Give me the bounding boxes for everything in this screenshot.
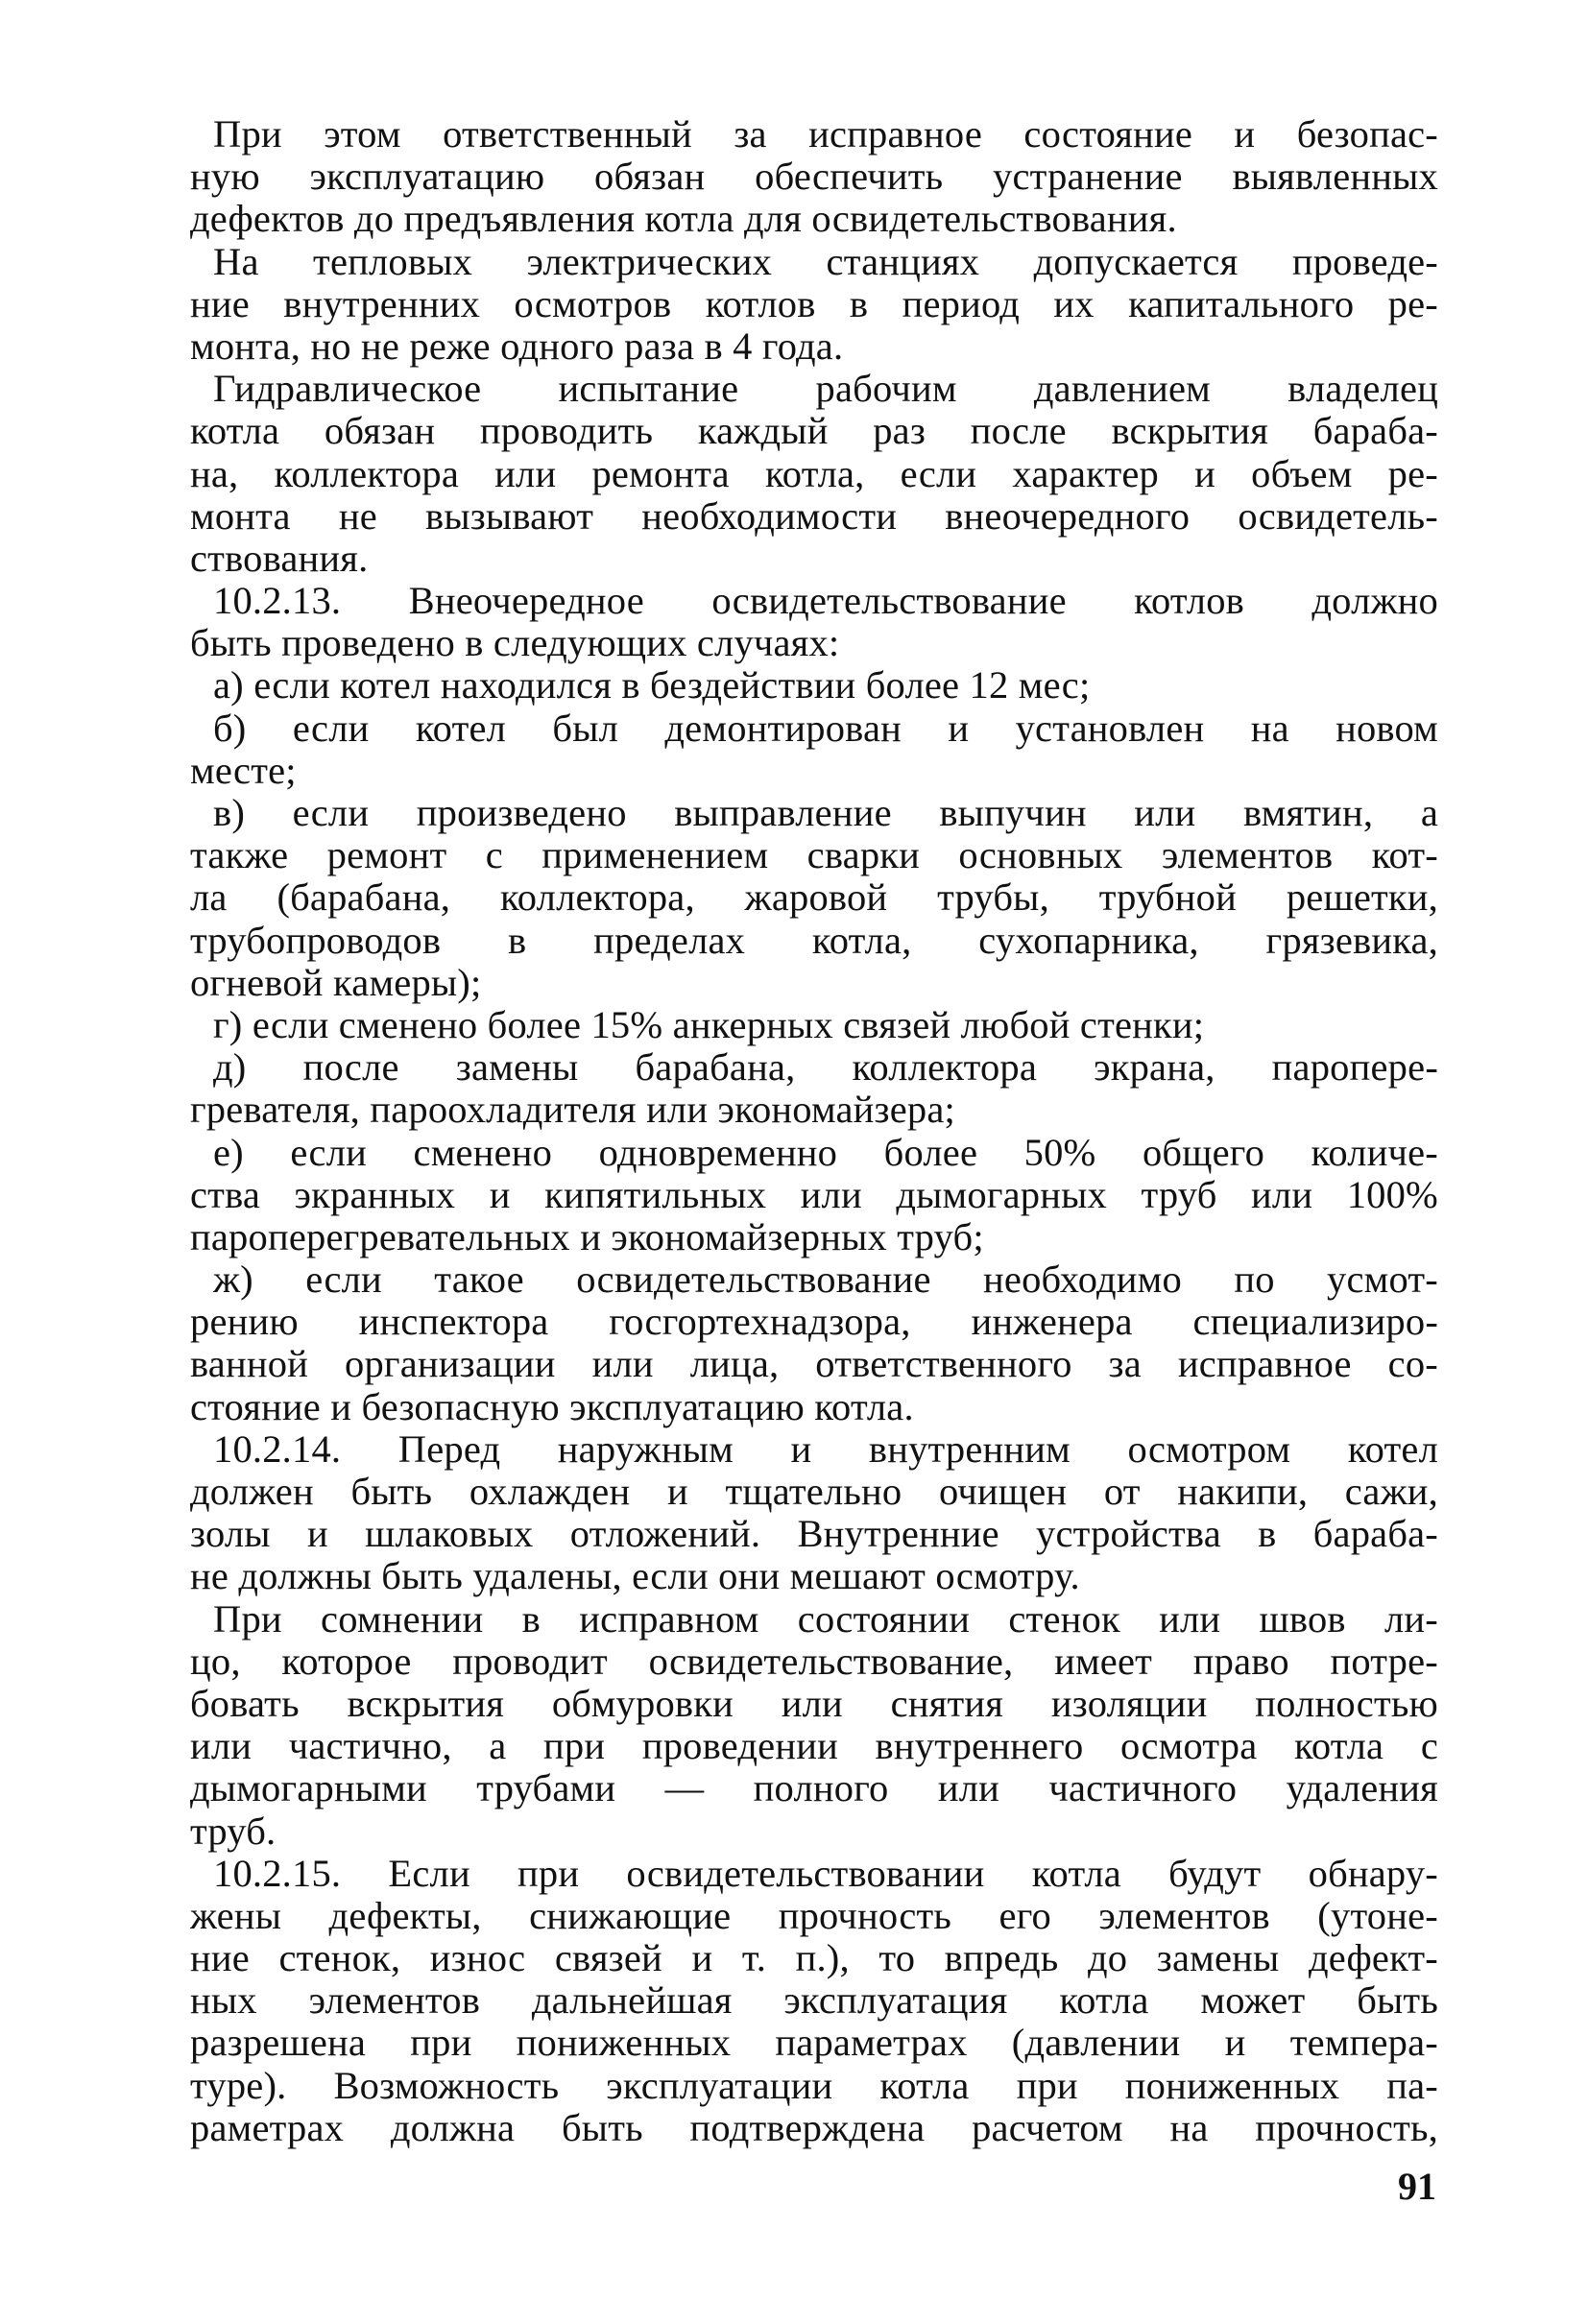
- text-line: туре). Возможность эксплуатации котла при пониженных па-: [190, 2064, 1438, 2107]
- text-line: Гидравлическое испытание рабочим давлением владелец: [213, 368, 1438, 411]
- text-line: При сомнении в исправном состоянии стенок или швов ли-: [213, 1597, 1438, 1641]
- text-line: дымогарными трубами — полного или частичного удаления: [190, 1767, 1438, 1810]
- text-line: золы и шлаковых отложений. Внутренние устройства в бараба-: [190, 1513, 1438, 1556]
- text-line: жены дефекты, снижающие прочность его элементов (утоне-: [190, 1894, 1438, 1937]
- text-line: разрешена при пониженных параметрах (давлении и темпера-: [190, 2022, 1438, 2065]
- text-line: При этом ответственный за исправное состояние и безопас-: [213, 113, 1438, 156]
- text-line: На тепловых электрических станциях допускается проведе-: [213, 240, 1438, 283]
- text-line: рению инспектора госгортехнадзора, инженера специализиро-: [190, 1301, 1438, 1344]
- text-line: б) если котел был демонтирован и установлен на новом: [213, 707, 1438, 750]
- text-line: а) если котел находился в бездействии более 12 мес;: [213, 664, 1091, 707]
- text-line: должен быть охлажден и тщательно очищен от накипи, сажи,: [190, 1471, 1438, 1513]
- text-line: 10.2.14. Перед наружным и внутренним осмотром котел: [213, 1427, 1438, 1471]
- text-line: также ремонт с применением сварки основных элементов кот-: [190, 834, 1438, 877]
- text-line: д) после замены барабана, коллектора экрана, паропере-: [213, 1046, 1438, 1090]
- text-line: ную эксплуатацию обязан обеспечить устранение выявленных: [190, 156, 1438, 199]
- text-line: е) если сменено одновременно более 50% общего количе-: [213, 1131, 1438, 1174]
- text-line: ствования.: [190, 537, 369, 580]
- text-line: монта не вызывают необходимости внеочередного освидетель-: [190, 494, 1438, 538]
- text-line: ных элементов дальнейшая эксплуатация котла может быть: [190, 1979, 1438, 2023]
- text-line: на, коллектора или ремонта котла, если характер и объем ре-: [190, 452, 1438, 495]
- text-line: котла обязан проводить каждый раз после вскрытия бараба-: [190, 410, 1438, 453]
- text-line: 10.2.13. Внеочередное освидетельствование котлов должно: [213, 580, 1438, 623]
- text-line: дефектов до предъявления котла для освидетельствования.: [190, 198, 1177, 241]
- text-line: быть проведено в следующих случаях:: [190, 622, 840, 665]
- text-line: цо, которое проводит освидетельствование, имеет право потре-: [190, 1640, 1438, 1683]
- text-line: монта, но не реже одного раза в 4 года.: [190, 324, 844, 368]
- page-number: 91: [1398, 2165, 1436, 2208]
- text-line: г) если сменено более 15% анкерных связей любой стенки;: [213, 1003, 1205, 1046]
- text-line: в) если произведено выправление выпучин или вмятин, а: [213, 792, 1438, 834]
- text-line: ние внутренних осмотров котлов в период их капитального ре-: [190, 282, 1438, 325]
- text-line: ла (барабана, коллектора, жаровой трубы, трубной решетки,: [190, 876, 1438, 920]
- page-content: [190, 113, 1438, 2149]
- text-line: не должны быть удалены, если они мешают осмотру.: [190, 1555, 1080, 1598]
- text-line: месте;: [190, 749, 297, 792]
- text-line: ж) если такое освидетельствование необходимо по усмот-: [213, 1258, 1438, 1302]
- text-line: ства экранных и кипятильных или дымогарных труб или 100%: [190, 1173, 1438, 1216]
- text-line: раметрах должна быть подтверждена расчетом на прочность,: [190, 2106, 1438, 2149]
- text-line: огневой камеры);: [190, 961, 482, 1004]
- text-line: 10.2.15. Если при освидетельствовании котла будут обнару-: [213, 1852, 1438, 1895]
- text-line: или частично, а при проведении внутреннего осмотра котла с: [190, 1725, 1438, 1768]
- text-line: пароперегревательных и экономайзерных труб;: [190, 1215, 984, 1258]
- text-line: ванной организации или лица, ответственного за исправное со-: [190, 1343, 1438, 1386]
- text-line: стояние и безопасную эксплуатацию котла.: [190, 1385, 914, 1428]
- text-line: гревателя, пароохладителя или экономайзера;: [190, 1089, 956, 1132]
- text-line: бовать вскрытия обмуровки или снятия изоляции полностью: [190, 1682, 1438, 1725]
- text-line: труб.: [190, 1809, 277, 1853]
- text-line: ние стенок, износ связей и т. п.), то впредь до замены дефект-: [190, 1937, 1438, 1980]
- text-line: трубопроводов в пределах котла, сухопарника, грязевика,: [190, 919, 1438, 962]
- body-text: [190, 113, 1438, 2149]
